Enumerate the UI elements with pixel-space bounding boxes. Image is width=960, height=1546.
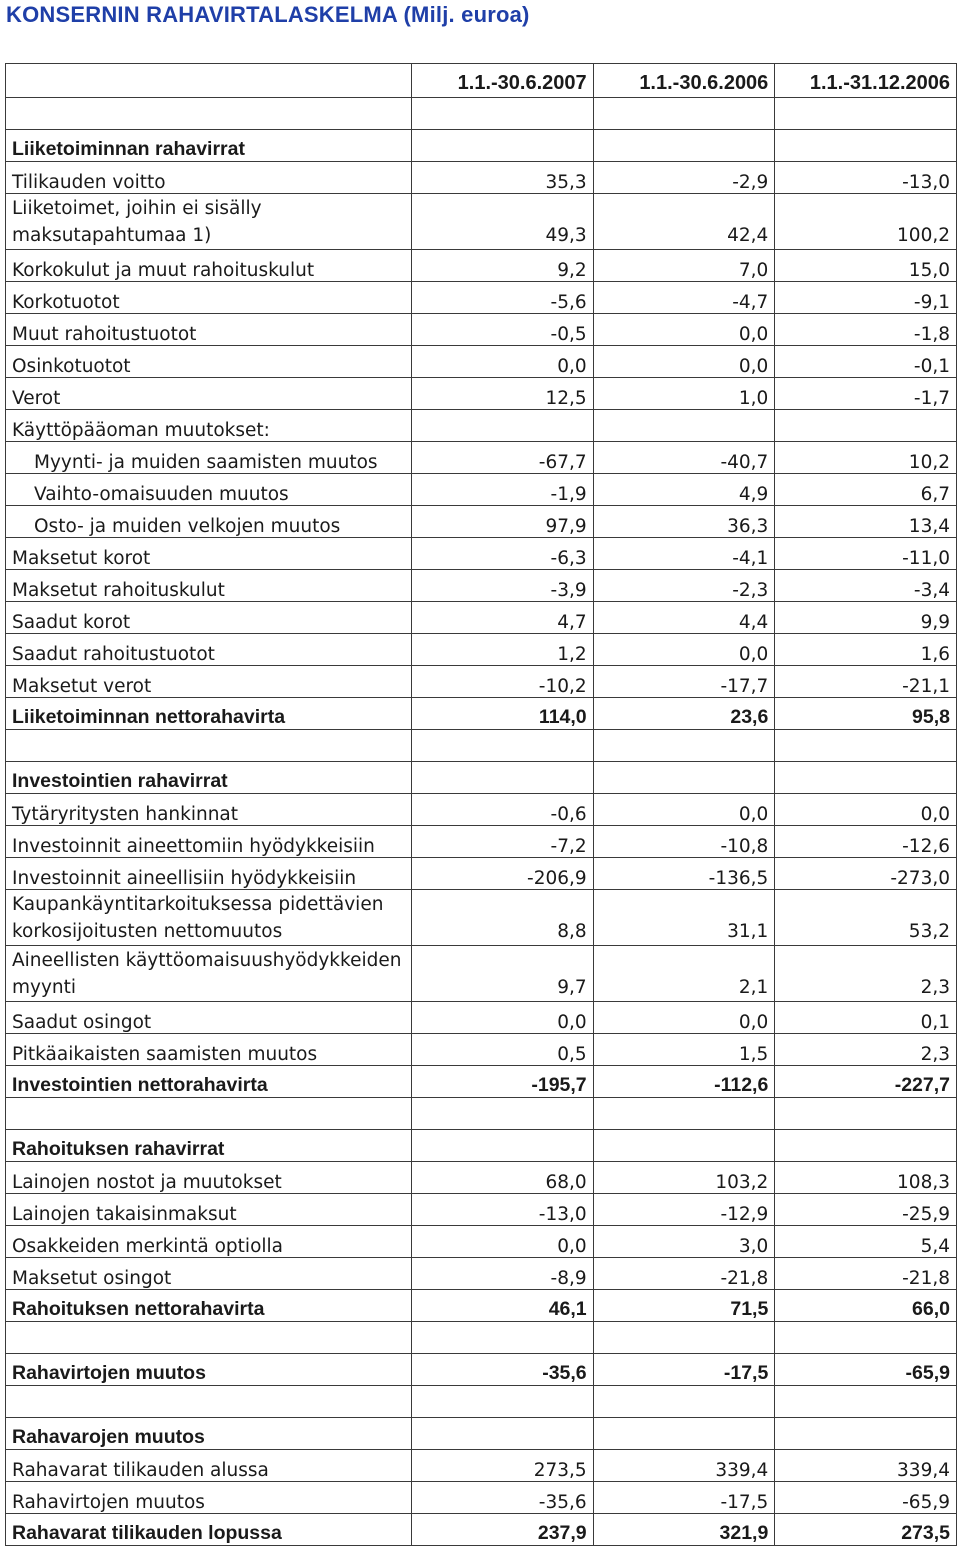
row-label: Kaupankäyntitarkoituksessa pidettävien korkosijoitusten nettomuutos xyxy=(6,890,412,946)
row-value xyxy=(593,1322,775,1354)
row-value: -0,5 xyxy=(412,314,594,346)
row-value: -112,6 xyxy=(593,1066,775,1098)
row-value: -5,6 xyxy=(412,282,594,314)
row-value: -17,5 xyxy=(593,1482,775,1514)
row-label: Tytäryritysten hankinnat xyxy=(6,794,412,826)
row-value: 273,5 xyxy=(775,1514,957,1546)
row-label: Korkotuotot xyxy=(6,282,412,314)
row-value: 9,2 xyxy=(412,250,594,282)
row-value: -1,7 xyxy=(775,378,957,410)
row-value: 9,9 xyxy=(775,602,957,634)
row-value: -206,9 xyxy=(412,858,594,890)
row-value xyxy=(593,1130,775,1162)
spacer-row xyxy=(6,730,957,762)
row-value: 10,2 xyxy=(775,442,957,474)
table-row xyxy=(6,1258,957,1290)
row-value xyxy=(593,1418,775,1450)
row-label: Tilikauden voitto xyxy=(6,162,412,194)
table-row xyxy=(6,442,957,474)
row-value: 4,7 xyxy=(412,602,594,634)
row-value xyxy=(775,98,957,130)
row-label: Osto- ja muiden velkojen muutos xyxy=(6,506,412,538)
table-row xyxy=(6,890,957,946)
row-label: Saadut osingot xyxy=(6,1002,412,1034)
row-value: 15,0 xyxy=(775,250,957,282)
row-value xyxy=(412,130,594,162)
row-value: 8,8 xyxy=(412,890,594,946)
table-row xyxy=(6,378,957,410)
row-value: 49,3 xyxy=(412,194,594,250)
row-value: -65,9 xyxy=(775,1354,957,1386)
row-value: -10,2 xyxy=(412,666,594,698)
row-value: -6,3 xyxy=(412,538,594,570)
row-value: 97,9 xyxy=(412,506,594,538)
row-value xyxy=(775,1386,957,1418)
row-value: 35,3 xyxy=(412,162,594,194)
row-value: 9,7 xyxy=(412,946,594,1002)
table-row xyxy=(6,602,957,634)
row-value: -13,0 xyxy=(412,1194,594,1226)
row-value: 108,3 xyxy=(775,1162,957,1194)
total-row xyxy=(6,698,957,730)
row-label xyxy=(6,730,412,762)
section-header-row xyxy=(6,1130,957,1162)
row-value: 100,2 xyxy=(775,194,957,250)
row-label: Lainojen nostot ja muutokset xyxy=(6,1162,412,1194)
row-value: 0,0 xyxy=(593,1002,775,1034)
spacer-row xyxy=(6,1098,957,1130)
spacer-row xyxy=(6,1322,957,1354)
row-label: Maksetut rahoituskulut xyxy=(6,570,412,602)
table-row xyxy=(6,1226,957,1258)
section-header-row xyxy=(6,1418,957,1450)
row-value: 95,8 xyxy=(775,698,957,730)
row-value: -35,6 xyxy=(412,1482,594,1514)
row-value: 1,5 xyxy=(593,1034,775,1066)
row-value: 53,2 xyxy=(775,890,957,946)
table-row xyxy=(6,634,957,666)
row-value: 0,1 xyxy=(775,1002,957,1034)
row-value xyxy=(593,98,775,130)
table-row xyxy=(6,794,957,826)
row-value: -1,8 xyxy=(775,314,957,346)
row-label: Liiketoiminnan rahavirrat xyxy=(6,130,412,162)
row-value: 13,4 xyxy=(775,506,957,538)
total-row xyxy=(6,1290,957,1322)
row-value: 1,2 xyxy=(412,634,594,666)
row-value: 42,4 xyxy=(593,194,775,250)
row-value xyxy=(412,410,594,442)
row-value: -273,0 xyxy=(775,858,957,890)
row-value xyxy=(412,1098,594,1130)
row-value: -9,1 xyxy=(775,282,957,314)
row-value xyxy=(775,410,957,442)
row-value: 36,3 xyxy=(593,506,775,538)
row-value: 5,4 xyxy=(775,1226,957,1258)
row-value: 2,1 xyxy=(593,946,775,1002)
row-value: 0,0 xyxy=(593,794,775,826)
table-row xyxy=(6,570,957,602)
table-row xyxy=(6,1482,957,1514)
row-value xyxy=(593,1386,775,1418)
row-value: -1,9 xyxy=(412,474,594,506)
table-row xyxy=(6,1034,957,1066)
row-value xyxy=(412,1130,594,1162)
row-value: -21,8 xyxy=(593,1258,775,1290)
row-label: Aineellisten käyttöomaisuushyödykkeiden myynti xyxy=(6,946,412,1002)
row-value: 66,0 xyxy=(775,1290,957,1322)
row-value: -10,8 xyxy=(593,826,775,858)
row-value: -195,7 xyxy=(412,1066,594,1098)
row-value: 339,4 xyxy=(775,1450,957,1482)
row-label: Investoinnit aineettomiin hyödykkeisiin xyxy=(6,826,412,858)
row-value: -3,9 xyxy=(412,570,594,602)
row-label: Osakkeiden merkintä optiolla xyxy=(6,1226,412,1258)
row-value: 0,0 xyxy=(412,346,594,378)
row-label: Investoinnit aineellisiin hyödykkeisiin xyxy=(6,858,412,890)
table-row xyxy=(6,250,957,282)
total-row xyxy=(6,1354,957,1386)
row-value: -8,9 xyxy=(412,1258,594,1290)
row-value: 339,4 xyxy=(593,1450,775,1482)
row-label xyxy=(6,1386,412,1418)
row-label: Myynti- ja muiden saamisten muutos xyxy=(6,442,412,474)
row-value xyxy=(593,410,775,442)
section-header-row xyxy=(6,130,957,162)
row-value xyxy=(412,762,594,794)
row-value: -3,4 xyxy=(775,570,957,602)
row-value: 321,9 xyxy=(593,1514,775,1546)
row-value: -0,6 xyxy=(412,794,594,826)
table-row xyxy=(6,946,957,1002)
table-row xyxy=(6,282,957,314)
row-value: 1,6 xyxy=(775,634,957,666)
row-value: -136,5 xyxy=(593,858,775,890)
row-value: 71,5 xyxy=(593,1290,775,1322)
table-row xyxy=(6,858,957,890)
row-label: Lainojen takaisinmaksut xyxy=(6,1194,412,1226)
row-label: Saadut rahoitustuotot xyxy=(6,634,412,666)
row-value: -21,8 xyxy=(775,1258,957,1290)
row-value: 6,7 xyxy=(775,474,957,506)
row-label: Liiketoiminnan nettorahavirta xyxy=(6,698,412,730)
row-value: 0,5 xyxy=(412,1034,594,1066)
row-value: -65,9 xyxy=(775,1482,957,1514)
row-value: 103,2 xyxy=(593,1162,775,1194)
row-value xyxy=(775,762,957,794)
row-label: Rahoituksen nettorahavirta xyxy=(6,1290,412,1322)
row-value: 0,0 xyxy=(412,1002,594,1034)
table-row xyxy=(6,538,957,570)
row-label: Rahavirtojen muutos xyxy=(6,1354,412,1386)
page-title: KONSERNIN RAHAVIRTALASKELMA (Milj. euroa) xyxy=(6,2,530,27)
row-value: 0,0 xyxy=(775,794,957,826)
row-value: 114,0 xyxy=(412,698,594,730)
row-label: Rahavarat tilikauden alussa xyxy=(6,1450,412,1482)
section-header-row xyxy=(6,762,957,794)
row-label xyxy=(6,98,412,130)
row-value: 237,9 xyxy=(412,1514,594,1546)
row-value xyxy=(412,1418,594,1450)
row-value xyxy=(412,730,594,762)
row-label: Saadut korot xyxy=(6,602,412,634)
table-row xyxy=(6,346,957,378)
row-value: 0,0 xyxy=(593,634,775,666)
row-value xyxy=(593,130,775,162)
row-value: -12,6 xyxy=(775,826,957,858)
row-value xyxy=(775,1322,957,1354)
row-value xyxy=(593,762,775,794)
row-value: 68,0 xyxy=(412,1162,594,1194)
row-value: -4,7 xyxy=(593,282,775,314)
row-value: -40,7 xyxy=(593,442,775,474)
row-label: Käyttöpääoman muutokset: xyxy=(6,410,412,442)
row-label xyxy=(6,1322,412,1354)
row-value: 4,9 xyxy=(593,474,775,506)
row-value: 2,3 xyxy=(775,1034,957,1066)
cash-flow-table xyxy=(5,63,957,1546)
row-value: 3,0 xyxy=(593,1226,775,1258)
row-value xyxy=(775,730,957,762)
row-value: 12,5 xyxy=(412,378,594,410)
row-value: -17,5 xyxy=(593,1354,775,1386)
table-header-row xyxy=(6,64,957,98)
row-label: Korkokulut ja muut rahoituskulut xyxy=(6,250,412,282)
column-header-h1-2007: 1.1.-30.6.2007 xyxy=(412,64,594,98)
row-value xyxy=(775,1130,957,1162)
row-value: -35,6 xyxy=(412,1354,594,1386)
header-label-cell xyxy=(6,64,412,98)
row-label: Pitkäaikaisten saamisten muutos xyxy=(6,1034,412,1066)
column-header-fy-2006: 1.1.-31.12.2006 xyxy=(775,64,957,98)
row-value: -2,9 xyxy=(593,162,775,194)
row-label xyxy=(6,1098,412,1130)
row-value: 31,1 xyxy=(593,890,775,946)
table-row xyxy=(6,410,957,442)
row-label: Investointien nettorahavirta xyxy=(6,1066,412,1098)
row-label: Rahavirtojen muutos xyxy=(6,1482,412,1514)
row-label: Rahoituksen rahavirrat xyxy=(6,1130,412,1162)
row-value: 0,0 xyxy=(412,1226,594,1258)
row-value xyxy=(593,1098,775,1130)
row-value xyxy=(412,1386,594,1418)
row-value: -7,2 xyxy=(412,826,594,858)
row-value: 46,1 xyxy=(412,1290,594,1322)
row-value: -12,9 xyxy=(593,1194,775,1226)
row-value: -4,1 xyxy=(593,538,775,570)
row-value xyxy=(412,1322,594,1354)
row-value: -67,7 xyxy=(412,442,594,474)
spacer-row xyxy=(6,98,957,130)
row-value: 2,3 xyxy=(775,946,957,1002)
row-label: Maksetut osingot xyxy=(6,1258,412,1290)
row-value: -2,3 xyxy=(593,570,775,602)
table-row xyxy=(6,1162,957,1194)
row-label: Liiketoimet, joihin ei sisälly maksutapahtumaa 1) xyxy=(6,194,412,250)
row-label: Vaihto-omaisuuden muutos xyxy=(6,474,412,506)
table-row xyxy=(6,474,957,506)
row-label: Investointien rahavirrat xyxy=(6,762,412,794)
row-value: -25,9 xyxy=(775,1194,957,1226)
row-label: Rahavarojen muutos xyxy=(6,1418,412,1450)
table-row xyxy=(6,162,957,194)
column-header-h1-2006: 1.1.-30.6.2006 xyxy=(593,64,775,98)
table-row xyxy=(6,1194,957,1226)
row-label: Osinkotuotot xyxy=(6,346,412,378)
table-row xyxy=(6,666,957,698)
total-row xyxy=(6,1066,957,1098)
row-value: 0,0 xyxy=(593,314,775,346)
row-label: Verot xyxy=(6,378,412,410)
row-value: 23,6 xyxy=(593,698,775,730)
row-value: 273,5 xyxy=(412,1450,594,1482)
table-row xyxy=(6,826,957,858)
spacer-row xyxy=(6,1386,957,1418)
row-value: -227,7 xyxy=(775,1066,957,1098)
row-label: Maksetut korot xyxy=(6,538,412,570)
row-value xyxy=(412,98,594,130)
row-value: -21,1 xyxy=(775,666,957,698)
table-row xyxy=(6,506,957,538)
total-row xyxy=(6,1514,957,1546)
row-value: 0,0 xyxy=(593,346,775,378)
row-value: -0,1 xyxy=(775,346,957,378)
row-value xyxy=(775,130,957,162)
row-value: -17,7 xyxy=(593,666,775,698)
row-value: -11,0 xyxy=(775,538,957,570)
row-label: Maksetut verot xyxy=(6,666,412,698)
row-value xyxy=(593,730,775,762)
row-value xyxy=(775,1418,957,1450)
row-label: Muut rahoitustuotot xyxy=(6,314,412,346)
table-row xyxy=(6,1450,957,1482)
row-value: -13,0 xyxy=(775,162,957,194)
row-value: 7,0 xyxy=(593,250,775,282)
table-row xyxy=(6,194,957,250)
row-label: Rahavarat tilikauden lopussa xyxy=(6,1514,412,1546)
row-value: 4,4 xyxy=(593,602,775,634)
table-row xyxy=(6,314,957,346)
table-row xyxy=(6,1002,957,1034)
row-value: 1,0 xyxy=(593,378,775,410)
row-value xyxy=(775,1098,957,1130)
